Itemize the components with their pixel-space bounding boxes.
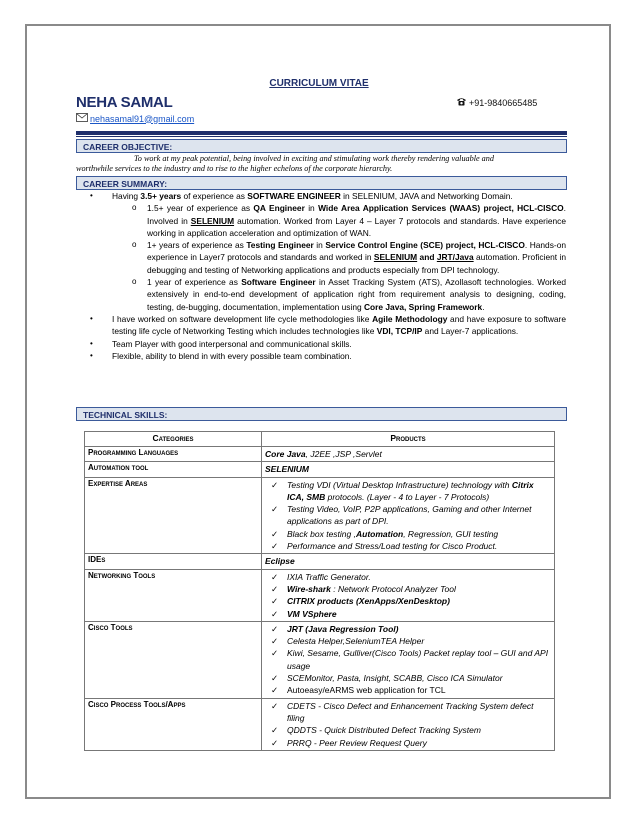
list-item: ✓ PRRQ - Peer Review Request Query	[265, 737, 551, 749]
products-cell	[262, 477, 555, 554]
objective-line-1: To work at my peak potential, being involved in exciting and stimulating work thereby rendering valuable and	[134, 154, 494, 163]
category-cell: Networking Tools	[85, 569, 262, 621]
category-cell: Cisco Process Tools/Apps	[85, 698, 262, 750]
list-item: • Flexible, ability to blend in with every possible team combination.	[90, 350, 566, 362]
checkmark-icon: ✓	[271, 648, 279, 659]
list-item: ✓ IXIA Traffic Generator.	[265, 571, 551, 583]
list-item: ✓ Kiwi, Sesame, Gulliver(Cisco Tools) Packet replay tool – GUI and API usage	[265, 647, 551, 672]
checkmark-icon: ✓	[271, 528, 279, 539]
column-header-categories: Categories	[85, 432, 262, 447]
list-item: ✓ Wire-shark : Network Protocol Analyzer Tool	[265, 583, 551, 595]
category-cell: Cisco Tools	[85, 621, 262, 698]
checkmark-icon: ✓	[271, 700, 279, 711]
checkmark-icon: ✓	[271, 623, 279, 634]
objective-text	[76, 154, 567, 174]
checkmark-icon: ✓	[271, 479, 279, 490]
list-item: • Team Player with good interpersonal and communicational skills.	[90, 338, 566, 350]
circle-bullet-icon: o	[132, 240, 137, 250]
checkmark-icon: ✓	[271, 673, 279, 684]
objective-line-2: worthwhile services to the industry and to rise to the higher echelons of the corporate hierarchy.	[76, 164, 393, 173]
checkmark-icon: ✓	[271, 583, 279, 594]
list-item: • Having 3.5+ years of experience as SOFTWARE ENGINEER in SELENIUM, JAVA and Networking Domain.	[90, 190, 566, 202]
checkmark-icon: ✓	[271, 725, 279, 736]
list-item: ✓ CITRIX products (XenApps/XenDesktop)	[265, 595, 551, 607]
list-item: o 1 year of experience as Software Engineer in Asset Tracking System (ATS), Azollasoft technologies. Worked extensively in end-to-end development of application right from requirement analysis to designing, coding, testing, de-bugging, documentation, implementation using Core Java, Spring Framework.	[132, 277, 567, 312]
skills-table	[84, 431, 555, 751]
phone-icon	[456, 97, 467, 108]
list-item: • I have worked on software development life cycle methodologies like Agile Methodology and have exposure to software testing life cycle of Networking Testing which includes technologies like VDI, TCP/IP and Layer-7 applications.	[90, 313, 566, 338]
email-link[interactable]: nehasamal91@gmail.com	[90, 113, 195, 124]
checkmark-icon: ✓	[271, 608, 279, 619]
list-item: ✓ SCEMonitor, Pasta, Insight, SCABB, Cisco ICA Simulator	[265, 672, 551, 684]
circle-bullet-icon: o	[132, 203, 137, 213]
list-item: ✓ QDDTS - Quick Distributed Defect Tracking System	[265, 724, 551, 736]
category-cell: Expertise Areas	[85, 477, 262, 554]
products-cell: Eclipse	[262, 554, 555, 569]
list-item: o 1+ years of experience as Testing Engineer in Service Control Engine (SCE) project, HCL-CISCO. Hands-on experience in Layer7 protocols and standards and worked in SELENIUM and JRT/Java automation. Proficient in debugging and testing of Networking applications and products especially from DPI technology.	[132, 240, 567, 275]
header-rule-thin	[76, 136, 567, 137]
category-cell: IDEs	[85, 554, 262, 569]
section-technical-skills: TECHNICAL SKILLS:	[76, 407, 567, 421]
checkmark-icon: ✓	[271, 596, 279, 607]
candidate-name: NEHA SAMAL	[76, 94, 173, 111]
checkmark-icon: ✓	[271, 685, 279, 696]
list-item: ✓ VM VSphere	[265, 608, 551, 620]
category-cell: Programming Languages	[85, 447, 262, 462]
column-header-products: Products	[262, 432, 555, 447]
list-item: ✓ Testing Video, VoIP, P2P applications, Gaming and other Internet applications as part of DPI.	[265, 503, 551, 528]
table-row	[85, 569, 555, 621]
section-career-summary: CAREER SUMMARY:	[76, 176, 567, 190]
table-row	[85, 462, 555, 477]
career-summary	[90, 190, 566, 362]
checkmark-icon: ✓	[271, 737, 279, 748]
table-row	[85, 477, 555, 554]
checkmark-icon: ✓	[271, 504, 279, 515]
products-cell	[262, 698, 555, 750]
section-career-objective: CAREER OBJECTIVE:	[76, 139, 567, 153]
list-item: ✓ Testing VDI (Virtual Desktop Infrastructure) technology with Citrix ICA, SMB protocols. (Layer - 4 to Layer - 7 Protocols)	[265, 479, 551, 504]
phone-number: +91-9840665485	[469, 97, 538, 108]
category-cell: Automation tool	[85, 462, 262, 477]
products-cell: Core Java, J2EE ,JSP ,Servlet	[262, 447, 555, 462]
list-item: ✓ Black box testing ,Automation, Regression, GUI testing	[265, 528, 551, 540]
checkmark-icon: ✓	[271, 541, 279, 552]
products-cell	[262, 569, 555, 621]
list-item: ✓ JRT (Java Regression Tool)	[265, 623, 551, 635]
checkmark-icon: ✓	[271, 571, 279, 582]
email-contact	[76, 113, 194, 124]
table-row	[85, 447, 555, 462]
list-item: ✓ Autoeasy/eARMS web application for TCL	[265, 684, 551, 696]
list-item: ✓ CDETS - Cisco Defect and Enhancement Tracking System defect filing	[265, 700, 551, 725]
document-title: CURRICULUM VITAE	[269, 78, 369, 89]
table-header-row	[85, 432, 555, 447]
phone-contact	[456, 97, 537, 108]
table-row	[85, 621, 555, 698]
circle-bullet-icon: o	[132, 277, 137, 287]
table-row	[85, 554, 555, 569]
header-rule	[76, 131, 567, 135]
list-item: ✓ Celesta Helper,SeleniumTEA Helper	[265, 635, 551, 647]
checkmark-icon: ✓	[271, 636, 279, 647]
products-cell	[262, 621, 555, 698]
envelope-icon	[76, 113, 88, 124]
products-cell: SELENIUM	[262, 462, 555, 477]
list-item: ✓ Performance and Stress/Load testing for Cisco Product.	[265, 540, 551, 552]
table-row	[85, 698, 555, 750]
list-item: o 1.5+ year of experience as QA Engineer in Wide Area Application Services (WAAS) project, HCL-CISCO. Involved in SELENIUM automation. Worked from Layer 4 – Layer 7 protocols and standards. Have experience working in application acceleration and optimization of WAN.	[132, 203, 566, 238]
